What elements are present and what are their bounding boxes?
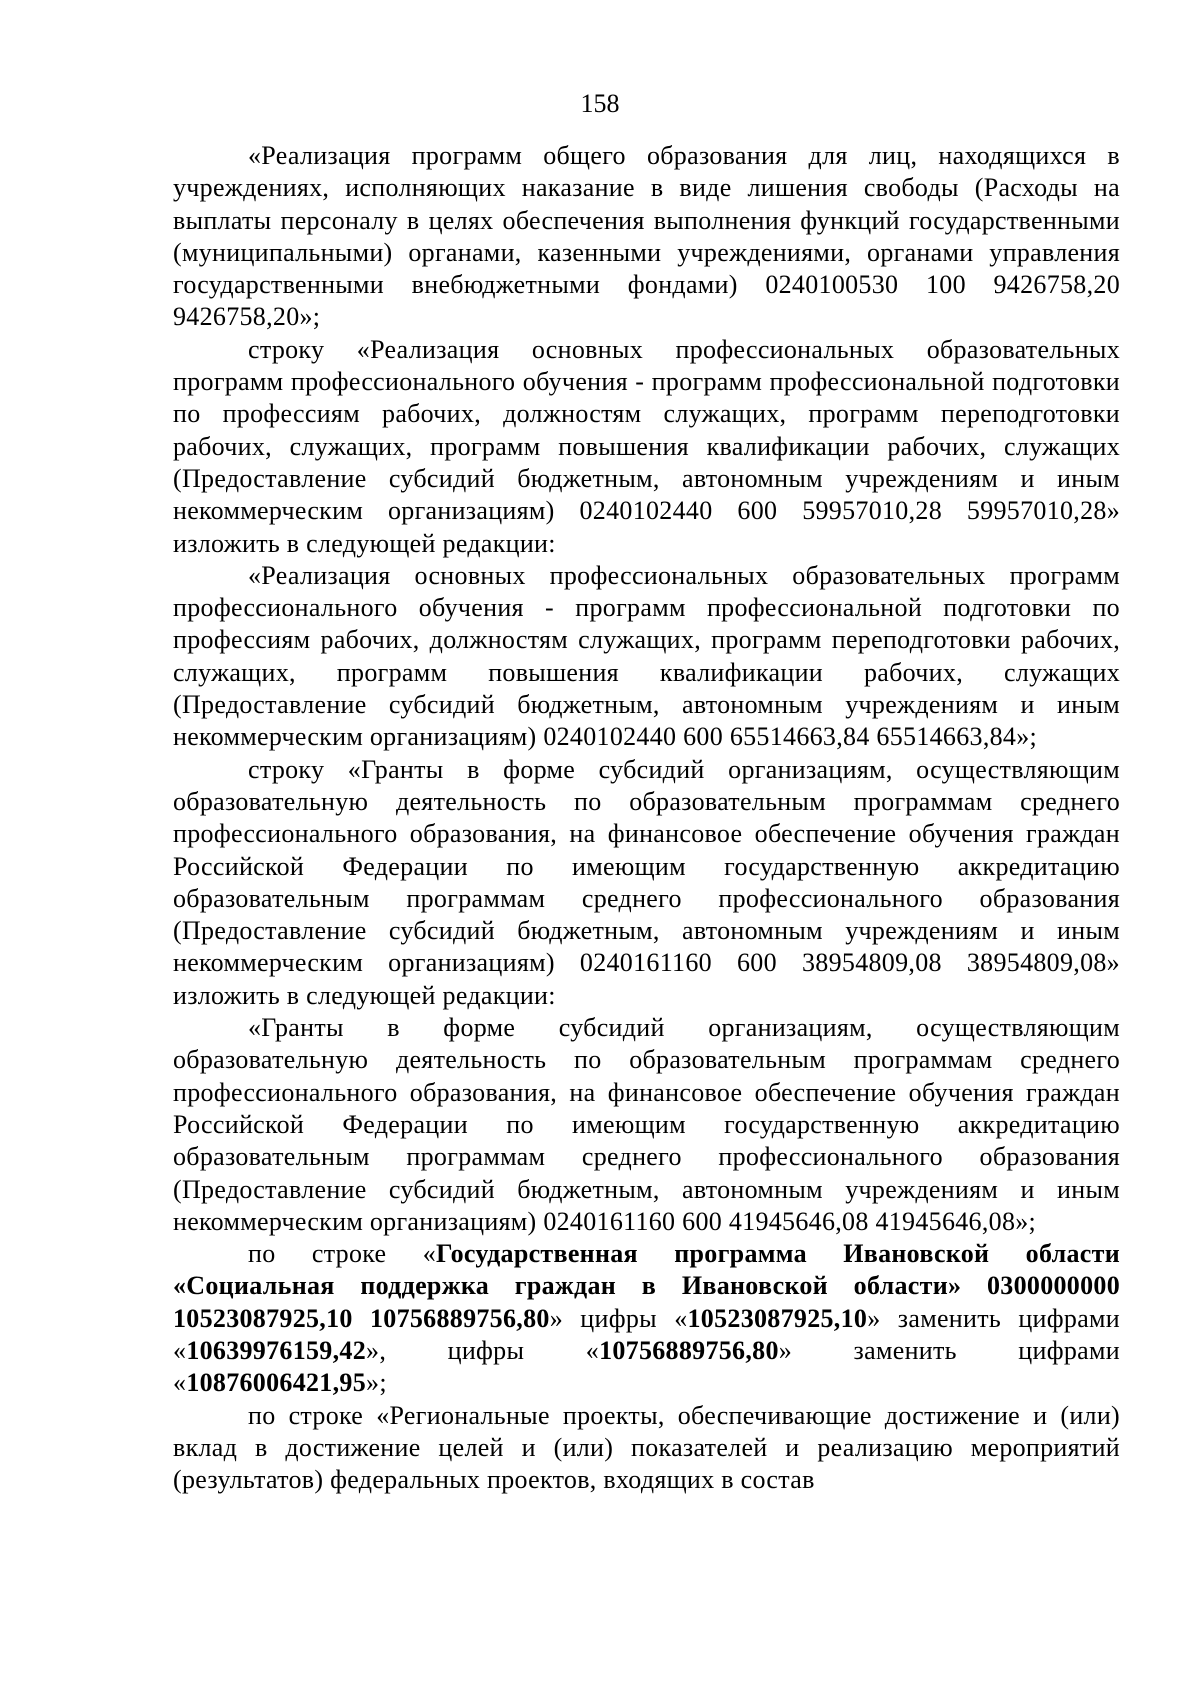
text-segment: »;	[366, 1368, 387, 1398]
bold-old-figure-1: 10523087925,10	[687, 1303, 868, 1333]
paragraph-4: строку «Гранты в форме субсидий организациям, осуществляющим образовательную деятельность по образовательным программам среднего профессионального образования, на финансовое обеспечение обучения граждан Российской Федерации по имеющим государственную аккредитацию образовательным программам среднего профессионального образования (Предоставление субсидий бюджетным, автономным учреждениям и иным некоммерческим организациям) 0240161160 600 38954809,08 38954809,08» изложить в следующей редакции:	[173, 754, 1120, 1010]
paragraph-7: по строке «Региональные проекты, обеспечивающие достижение и (или) вклад в достижение целей и (или) показателей и реализацию мероприятий (результатов) федеральных проектов, входящих в состав	[173, 1400, 1120, 1495]
bold-old-figure-2: 10756889756,80	[599, 1335, 779, 1365]
page-number: 158	[580, 89, 620, 118]
paragraph-1: «Реализация программ общего образования для лиц, находящихся в учреждениях, исполняющих наказание в виде лишения свободы (Расходы на выплаты персоналу в целях обеспечения выполнения функций государственными (муниципальными) органами, казенными учреждениями, органами управления государственными внебюджетными фондами) 0240100530 100 9426758,20 9426758,20»;	[173, 141, 1120, 332]
paragraph-3: «Реализация основных профессиональных образовательных программ профессионального обучения - программ профессиональной подготовки по профессиям рабочих, должностям служащих, программ переподготовки рабочих, служащих, программ повышения квалификации рабочих, служащих (Предоставление субсидий бюджетным, автономным учреждениям и иным некоммерческим организациям) 0240102440 600 65514663,84 65514663,84»;	[173, 560, 1120, 752]
paragraph-6	[173, 1238, 1120, 1399]
text-segment: », цифры «	[366, 1335, 600, 1365]
paragraph-2: строку «Реализация основных профессиональных образовательных программ профессионального обучения - программ профессиональной подготовки по профессиям рабочих, должностям служащих, программ переподготовки рабочих, служащих, программ повышения квалификации рабочих, служащих (Предоставление субсидий бюджетным, автономным учреждениям и иным некоммерческим организациям) 0240102440 600 59957010,28 59957010,28» изложить в следующей редакции:	[173, 334, 1120, 558]
text-segment: по строке «	[248, 1239, 437, 1269]
text-segment: » цифры «	[549, 1303, 688, 1333]
bold-new-figure-1: 10639976159,42	[186, 1335, 367, 1365]
bold-new-figure-2: 10876006421,95	[186, 1368, 367, 1398]
bold-program-title: Государственная программа Ивановской области «Социальная поддержка граждан в Ивановской области» 0300000000 10523087925,10 10756889756,80	[173, 1239, 1121, 1333]
text-segment: » заменить цифрами «	[173, 1303, 1120, 1365]
document-body	[173, 140, 1120, 1496]
text-segment: » заменить цифрами «	[173, 1335, 1120, 1398]
paragraph-5: «Гранты в форме субсидий организациям, осуществляющим образовательную деятельность по образовательным программам среднего профессионального образования, на финансовое обеспечение обучения граждан Российской Федерации по имеющим государственную аккредитацию образовательным программам среднего профессионального образования (Предоставление субсидий бюджетным, автономным учреждениям и иным некоммерческим организациям) 0240161160 600 41945646,08 41945646,08»;	[173, 1013, 1120, 1236]
